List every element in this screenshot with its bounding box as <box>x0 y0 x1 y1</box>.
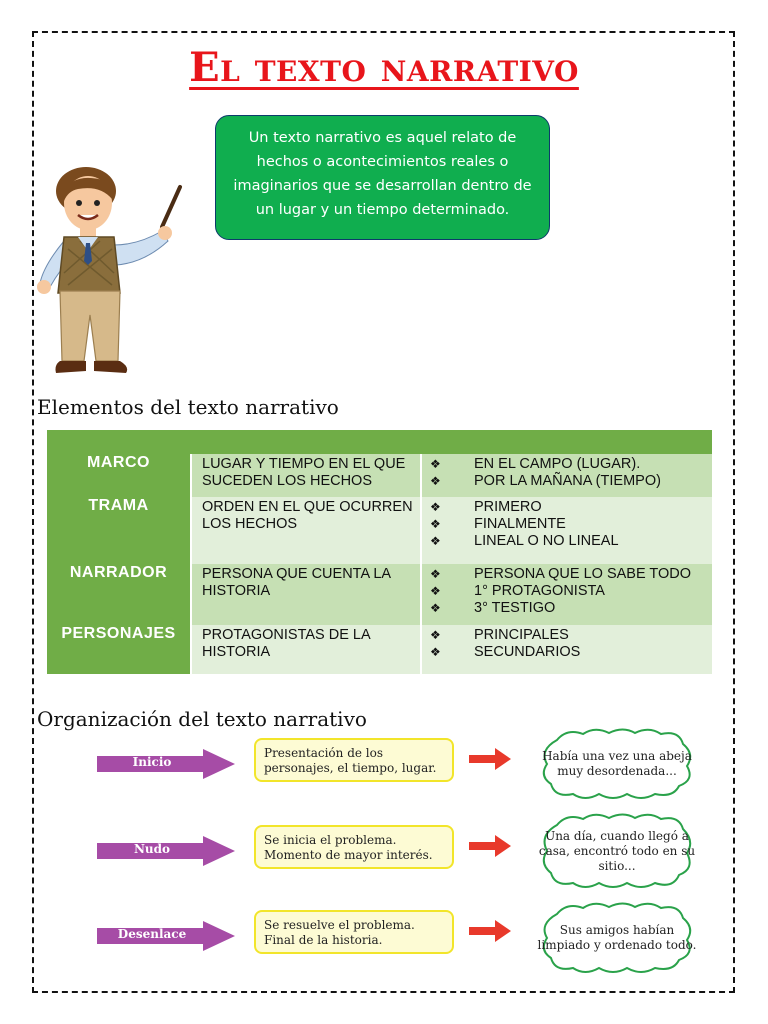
stage-arrow <box>97 836 235 866</box>
list-item: ❖ EN EL CAMPO (LUGAR). <box>430 456 641 472</box>
element-name-cell: TRAMA <box>47 497 192 564</box>
element-examples-cell <box>422 625 712 674</box>
stage-description: Presentación de los personajes, el tiempo, lugar. <box>254 738 454 782</box>
red-arrow-icon <box>469 835 511 857</box>
example-text: Había una vez una abeja muy desordenada... <box>542 748 692 778</box>
bullet-icon: ❖ <box>430 534 441 548</box>
element-description-cell: PERSONA QUE CUENTA LA HISTORIA <box>192 564 422 625</box>
table-row <box>47 497 712 564</box>
example-text: Una día, cuando llegó a casa, encontró todo en su sitio... <box>538 828 696 873</box>
element-description-cell: ORDEN EN EL QUE OCURREN LOS HECHOS <box>192 497 422 564</box>
list-item: ❖ SECUNDARIOS <box>430 644 581 660</box>
example-cloud <box>537 900 697 975</box>
bullet-icon: ❖ <box>430 601 441 615</box>
bullet-icon: ❖ <box>430 584 441 598</box>
element-name-cell: MARCO <box>47 454 192 497</box>
definition-box: Un texto narrativo es aquel relato de hechos o acontecimientos reales o imaginarios que se desarrollan dentro de un lugar y un tiempo determinado. <box>215 115 550 240</box>
element-examples-cell <box>422 564 712 625</box>
organization-row-desenlace <box>97 910 717 985</box>
list-item: ❖ PRIMERO <box>430 499 542 515</box>
stage-arrow <box>97 749 235 779</box>
stage-label: Desenlace <box>117 927 187 941</box>
example-cloud <box>537 726 697 801</box>
list-item: ❖ LINEAL O NO LINEAL <box>430 533 619 549</box>
elements-table <box>47 430 712 674</box>
example-text: Sus amigos habían limpiado y ordenado todo. <box>537 922 697 952</box>
bullet-icon: ❖ <box>430 628 441 642</box>
page-title: El texto narrativo <box>189 44 579 91</box>
organization-row-nudo <box>97 825 717 900</box>
bullet-icon: ❖ <box>430 474 441 488</box>
bullet-icon: ❖ <box>430 517 441 531</box>
bullet-icon: ❖ <box>430 645 441 659</box>
list-item: ❖ FINALMENTE <box>430 516 566 532</box>
stage-description: Se resuelve el problema. Final de la historia. <box>254 910 454 954</box>
organization-heading: Organización del texto narrativo <box>37 707 367 731</box>
element-examples-cell <box>422 497 712 564</box>
bullet-icon: ❖ <box>430 567 441 581</box>
list-item: ❖ PRINCIPALES <box>430 627 569 643</box>
stage-description: Se inicia el problema. Momento de mayor interés. <box>254 825 454 869</box>
red-arrow-icon <box>469 920 511 942</box>
element-examples-cell <box>422 454 712 497</box>
element-description-cell: LUGAR Y TIEMPO EN EL QUE SUCEDEN LOS HECHOS <box>192 454 422 497</box>
stage-arrow <box>97 921 235 951</box>
list-item: ❖ POR LA MAÑANA (TIEMPO) <box>430 473 661 489</box>
elements-heading: Elementos del texto narrativo <box>37 395 339 419</box>
table-row <box>47 454 712 497</box>
organization-row-inicio <box>97 738 717 813</box>
element-description-cell: PROTAGONISTAS DE LA HISTORIA <box>192 625 422 674</box>
table-row <box>47 564 712 625</box>
element-name-cell: NARRADOR <box>47 564 192 625</box>
teacher-illustration <box>34 165 184 380</box>
red-arrow-icon <box>469 748 511 770</box>
list-item: ❖ 3° TESTIGO <box>430 600 556 616</box>
element-name-cell: PERSONAJES <box>47 625 192 674</box>
table-row <box>47 625 712 674</box>
example-cloud <box>537 811 697 891</box>
list-item: ❖ PERSONA QUE LO SABE TODO <box>430 566 692 582</box>
bullet-icon: ❖ <box>430 457 441 471</box>
list-item: ❖ 1° PROTAGONISTA <box>430 583 605 599</box>
table-header-row <box>47 430 712 454</box>
bullet-icon: ❖ <box>430 500 441 514</box>
stage-label: Inicio <box>132 755 172 769</box>
stage-label: Nudo <box>133 842 171 856</box>
